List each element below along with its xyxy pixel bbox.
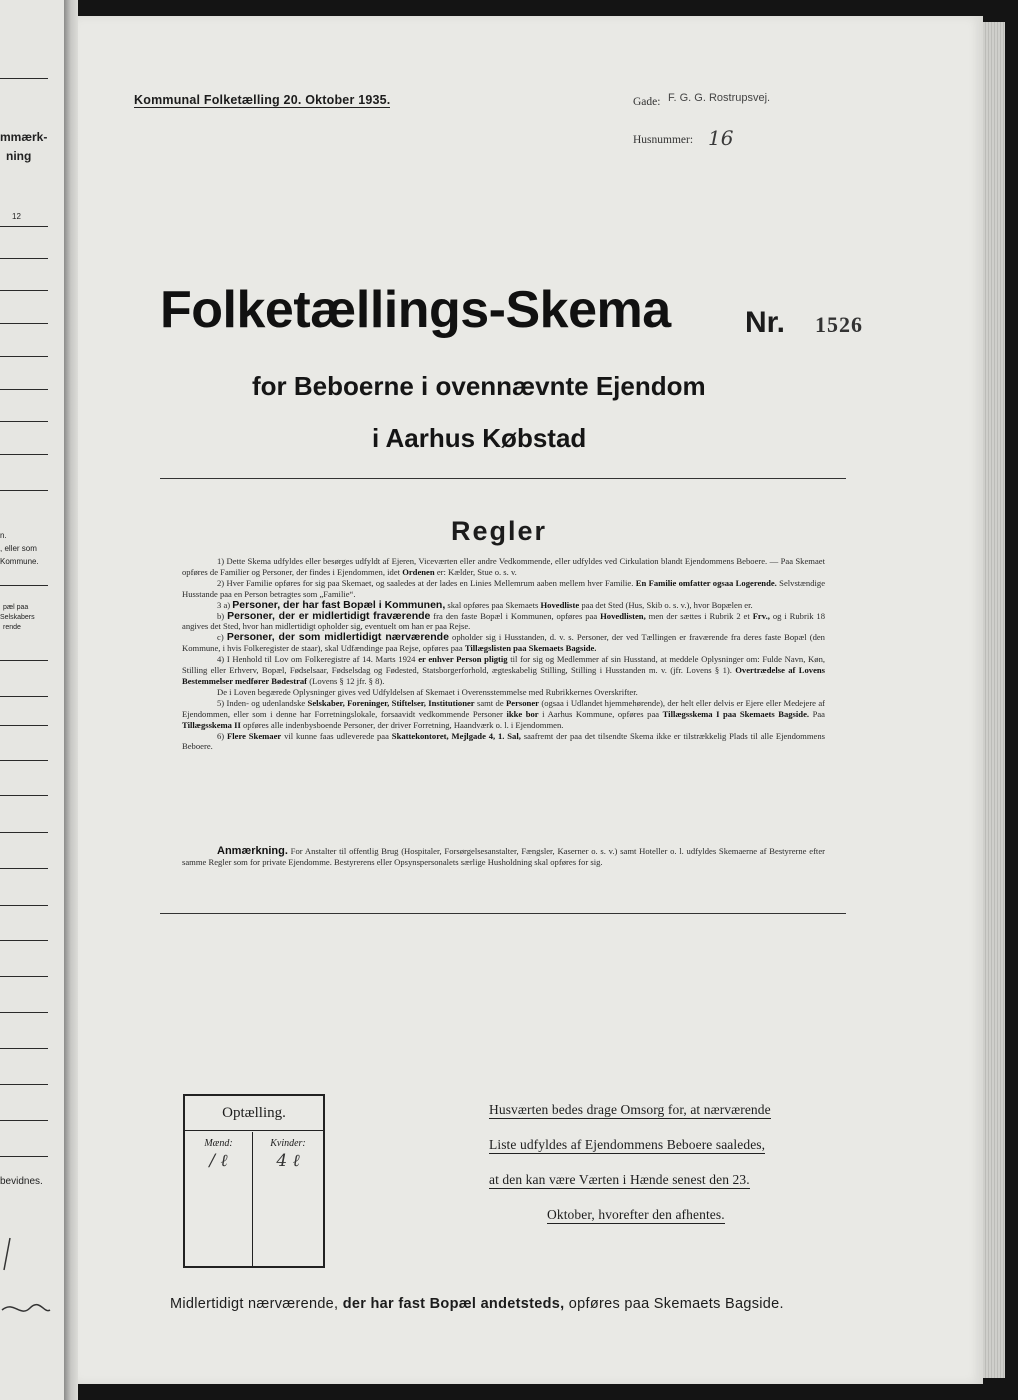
form-title: Folketællings-Skema [160,281,671,339]
kvinder-label: Kvinder: [270,1138,306,1149]
left-page-rule [0,1156,48,1157]
left-facing-page [0,0,64,1400]
left-page-fragment: bevidnes. [0,1176,43,1187]
left-page-rule [0,1012,48,1013]
rule-4: 4) I Henhold til Lov om Folkeregistre af 14. Marts 1924 er enhver Person pligtig til for sig og Medlemmer af sin Husstand, at meddele Oplysninger om: Fulde Navn, Køn, Stilling eller Erhverv, Bopæl, Fødselsaar, Fødselsdag og Fødested, Statsborgerforhold, ægteskabelig Stilling, Stilling i Husstanden m. v. (jfr. Lovens § 1). Overtrædelse af Lovens Bestemmelser medfører Bødestraf (Lovens § 12 jfr. § 8). [182,654,826,686]
divider [160,913,846,914]
notice-line-4: Oktober, hvorefter den afhentes. [547,1207,725,1222]
left-page-rule [0,356,48,357]
left-page-fragment: rende [3,624,21,631]
left-page-rule [0,832,48,833]
rules-heading: Regler [451,516,548,546]
husnummer-label: Husnummer: [633,134,694,146]
rule-3b: b) Personer, der er midlertidigt fraværende fra den faste Bopæl i Kommunen, opføres paa Hovedlisten, men der sættes i Rubrik 2 et Frv., og i Rubrik 18 angives det Sted, hvor han midlertidigt opholder sig, eventuelt om han er paa Rejse. [182,609,826,632]
left-page-rule [0,290,48,291]
left-page-fragment: Kommune. [0,557,39,566]
form-subtitle-city: i Aarhus Købstad [372,423,587,453]
page-edges [983,22,1005,1378]
left-page-rule [0,1084,48,1085]
left-page-rule [0,421,48,422]
left-page-fragment: 12 [12,212,21,221]
left-page-rule [0,725,48,726]
rule-3a: 3 a) Personer, der har fast Bopæl i Kommunen, skal opføres paa Skemaets Hovedliste paa det Sted (Hus, Skib o. s. v.), hvor Bopælen er. [217,598,753,611]
left-page-rule [0,905,48,906]
left-page-rule [0,490,48,491]
optaelling-box [183,1094,325,1268]
anmaerkning-note: Anmærkning. For Anstalter til offentlig Brug (Hospitaler, Forsørgelsesanstalter, Fængsler, Kaserner o. s. v.) samt Hoteller o. l. udfyldes Skemaerne af Bestyrerne efter samme Regler som for private Ejendomme. Bestyrerens eller Opsynspersonalets særlige Husholdning skal opføres for sig. [182,845,825,867]
maend-value: / ℓ [209,1151,228,1171]
left-page-rule [0,323,48,324]
left-page-rule [0,940,48,941]
form-number-label: Nr. [745,306,786,339]
divider [160,478,846,479]
notice-line-2: Liste udfyldes af Ejendommens Beboere saaledes, [489,1137,766,1152]
census-header: Kommunal Folketælling 20. Oktober 1935. [134,93,391,107]
optaelling-title: Optælling. [185,1096,323,1131]
left-page-rule [0,868,48,869]
left-page-rule [0,760,48,761]
notice-line-1: Husværten bedes drage Omsorg for, at nærværende [489,1102,771,1117]
left-page-rule [0,660,48,661]
rule-3c: c) Personer, der som midlertidigt nærværende opholder sig i Husstanden, d. v. s. Personer, der ved Tællingen er fraværende fra deres faste Bopæl (den Kommune, i hvis Folkeregister de staar), skal Udfændinge paa Rejse, opføres paa Tillægslisten paa Skemaets Bagside. [182,631,825,654]
left-page-rule [0,976,48,977]
kvinder-value: 4 ℓ [276,1151,300,1171]
kvinder-column [253,1132,323,1266]
left-page-rule [0,795,48,796]
left-page-rule [0,258,48,259]
left-page-fragment: mmærk- [0,130,48,144]
form-number-value: 1526 [815,312,863,337]
rules-text [182,556,825,752]
husnummer-value: 16 [708,126,734,150]
left-page-rule [0,78,48,79]
form-subtitle: for Beboerne i ovennævnte Ejendom [252,371,706,401]
left-page-rule [0,454,48,455]
left-page-fragment: , eller som [0,544,37,553]
left-page-fragment: pæl paa [3,604,29,611]
left-page-handwriting [0,1230,60,1330]
left-page-fragment: n. [0,531,7,540]
rule-6: 6) Flere Skemaer vil kunne faas udleverede paa Skattekontoret, Mejlgade 4, 1. Sal, saafremt der paa det tilsendte Skema ikke er tilstrækkelig Plads til alle Ejendommens Beboere. [182,730,826,752]
rule-5: 5) Inden- og udenlandske Selskaber, Foreninger, Stiftelser, Institutioner samt de Personer (ogsaa i Udlandet hjemmehørende), der helt eller delvis er Ejere eller Medejere af Ejendommen, eller som i denne har Forretningslokale, forsaavidt vedkommende Personer ikke bor i Aarhus Kommune, opføres paa Tillægsskema I paa Skemaets Bagside. Paa Tillægsskema II opføres alle indenbysboende Personer, der driver Forretning, Haandværk o. l. i Ejendommen. [182,697,826,730]
rule-4-note: De i Loven begærede Oplysninger gives ved Udfyldelsen af Skemaet i Overensstemmelse med Rubrikkernes Overskrifter. [217,686,638,697]
left-page-rule [0,696,48,697]
left-page-rule [0,585,48,586]
left-page-rule [0,389,48,390]
left-page-fragment: Selskabers [0,614,35,621]
gade-label: Gade: [633,96,661,108]
left-page-rule [0,1120,48,1121]
binding-gutter [64,0,78,1400]
maend-label: Mænd: [204,1138,233,1149]
rule-2: 2) Hver Familie opføres for sig paa Skemaet, og saaledes at der lades en Linies Mellemrum aaben mellem hver Familie. En Familie omfatter ogsaa Logerende. Selvstændige Husstande paa en Person betragtes som „Familie“. [182,577,826,599]
footer-note: Midlertidigt nærværende, der har fast Bopæl andetsteds, opføres paa Skemaets Bagside. [170,1296,784,1312]
maend-column [185,1132,253,1266]
notice-line-3: at den kan være Værten i Hænde senest den 23. [489,1172,750,1187]
left-page-rule [0,226,48,227]
rule-1: 1) Dette Skema udfyldes eller besørges udfyldt af Ejeren, Viceværten eller andre Vedkommende, eller udfyldes ved Cirkulation blandt Ejendommens Beboere. — Paa Skemaet opføres de Familier og Personer, der findes i Ejendommen, idet Ordenen er: Kælder, Stue o. s. v. [182,556,825,577]
left-page-rule [0,1048,48,1049]
left-page-fragment: ning [6,149,32,163]
gade-value: F. G. G. Rostrupsvej. [668,92,771,104]
